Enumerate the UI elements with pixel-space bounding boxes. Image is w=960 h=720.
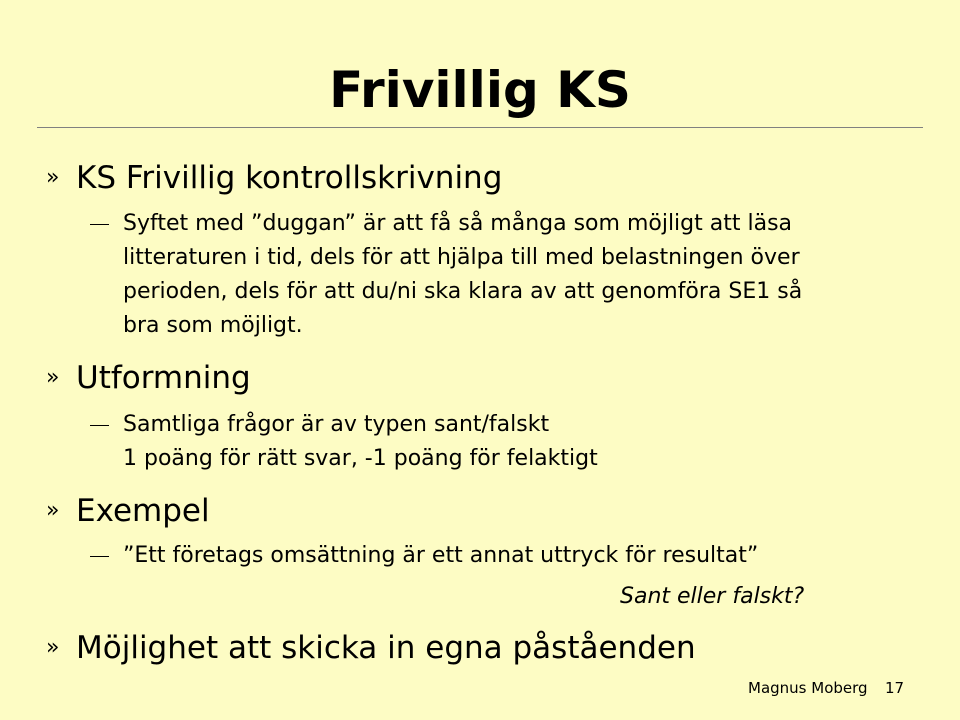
sub-bullet-line: perioden, dels för att du/ni ska klara av att genomföra SE1 så [123, 279, 803, 304]
bullet-label: KS Frivillig kontrollskrivning [76, 160, 503, 196]
bullet-label: Utformning [76, 360, 251, 396]
sub-bullet-line: bra som möjligt. [123, 313, 303, 338]
bullet-ks-frivillig [46, 160, 502, 200]
bullet-mojlighet [46, 630, 696, 670]
bullet-utformning [46, 360, 251, 400]
dash-marker [90, 556, 109, 557]
sub-bullet-syftet [90, 207, 802, 343]
sub-bullet-line: Samtliga frågor är av typen sant/falskt [123, 412, 550, 437]
page-number: 17 [885, 679, 905, 697]
sub-bullet-line: 1 poäng för rätt svar, -1 poäng för felaktigt [123, 446, 598, 471]
bullet-label: Möjlighet att skicka in egna påståenden [76, 630, 696, 666]
sub-bullet-example-statement [90, 539, 758, 573]
example-question: Sant eller falskt? [620, 584, 805, 609]
footer-author: Magnus Moberg [748, 679, 868, 697]
bullet-marker: » [46, 498, 60, 523]
bullet-exempel [46, 493, 210, 533]
sub-bullet-line: ”Ett företags omsättning är ett annat uttryck för resultat” [123, 543, 759, 568]
title-divider [37, 127, 923, 128]
bullet-marker: » [46, 165, 60, 190]
dash-marker [90, 425, 109, 426]
bullet-label: Exempel [76, 493, 210, 529]
sub-bullet-samtliga [90, 408, 598, 476]
bullet-marker: » [46, 365, 60, 390]
sub-bullet-line: litteraturen i tid, dels för att hjälpa till med belastningen över [123, 245, 800, 270]
slide-title: Frivillig KS [329, 61, 631, 119]
bullet-marker: » [46, 635, 60, 660]
dash-marker [90, 224, 109, 225]
sub-bullet-line: Syftet med ”duggan” är att få så många som möjligt att läsa [123, 211, 793, 236]
